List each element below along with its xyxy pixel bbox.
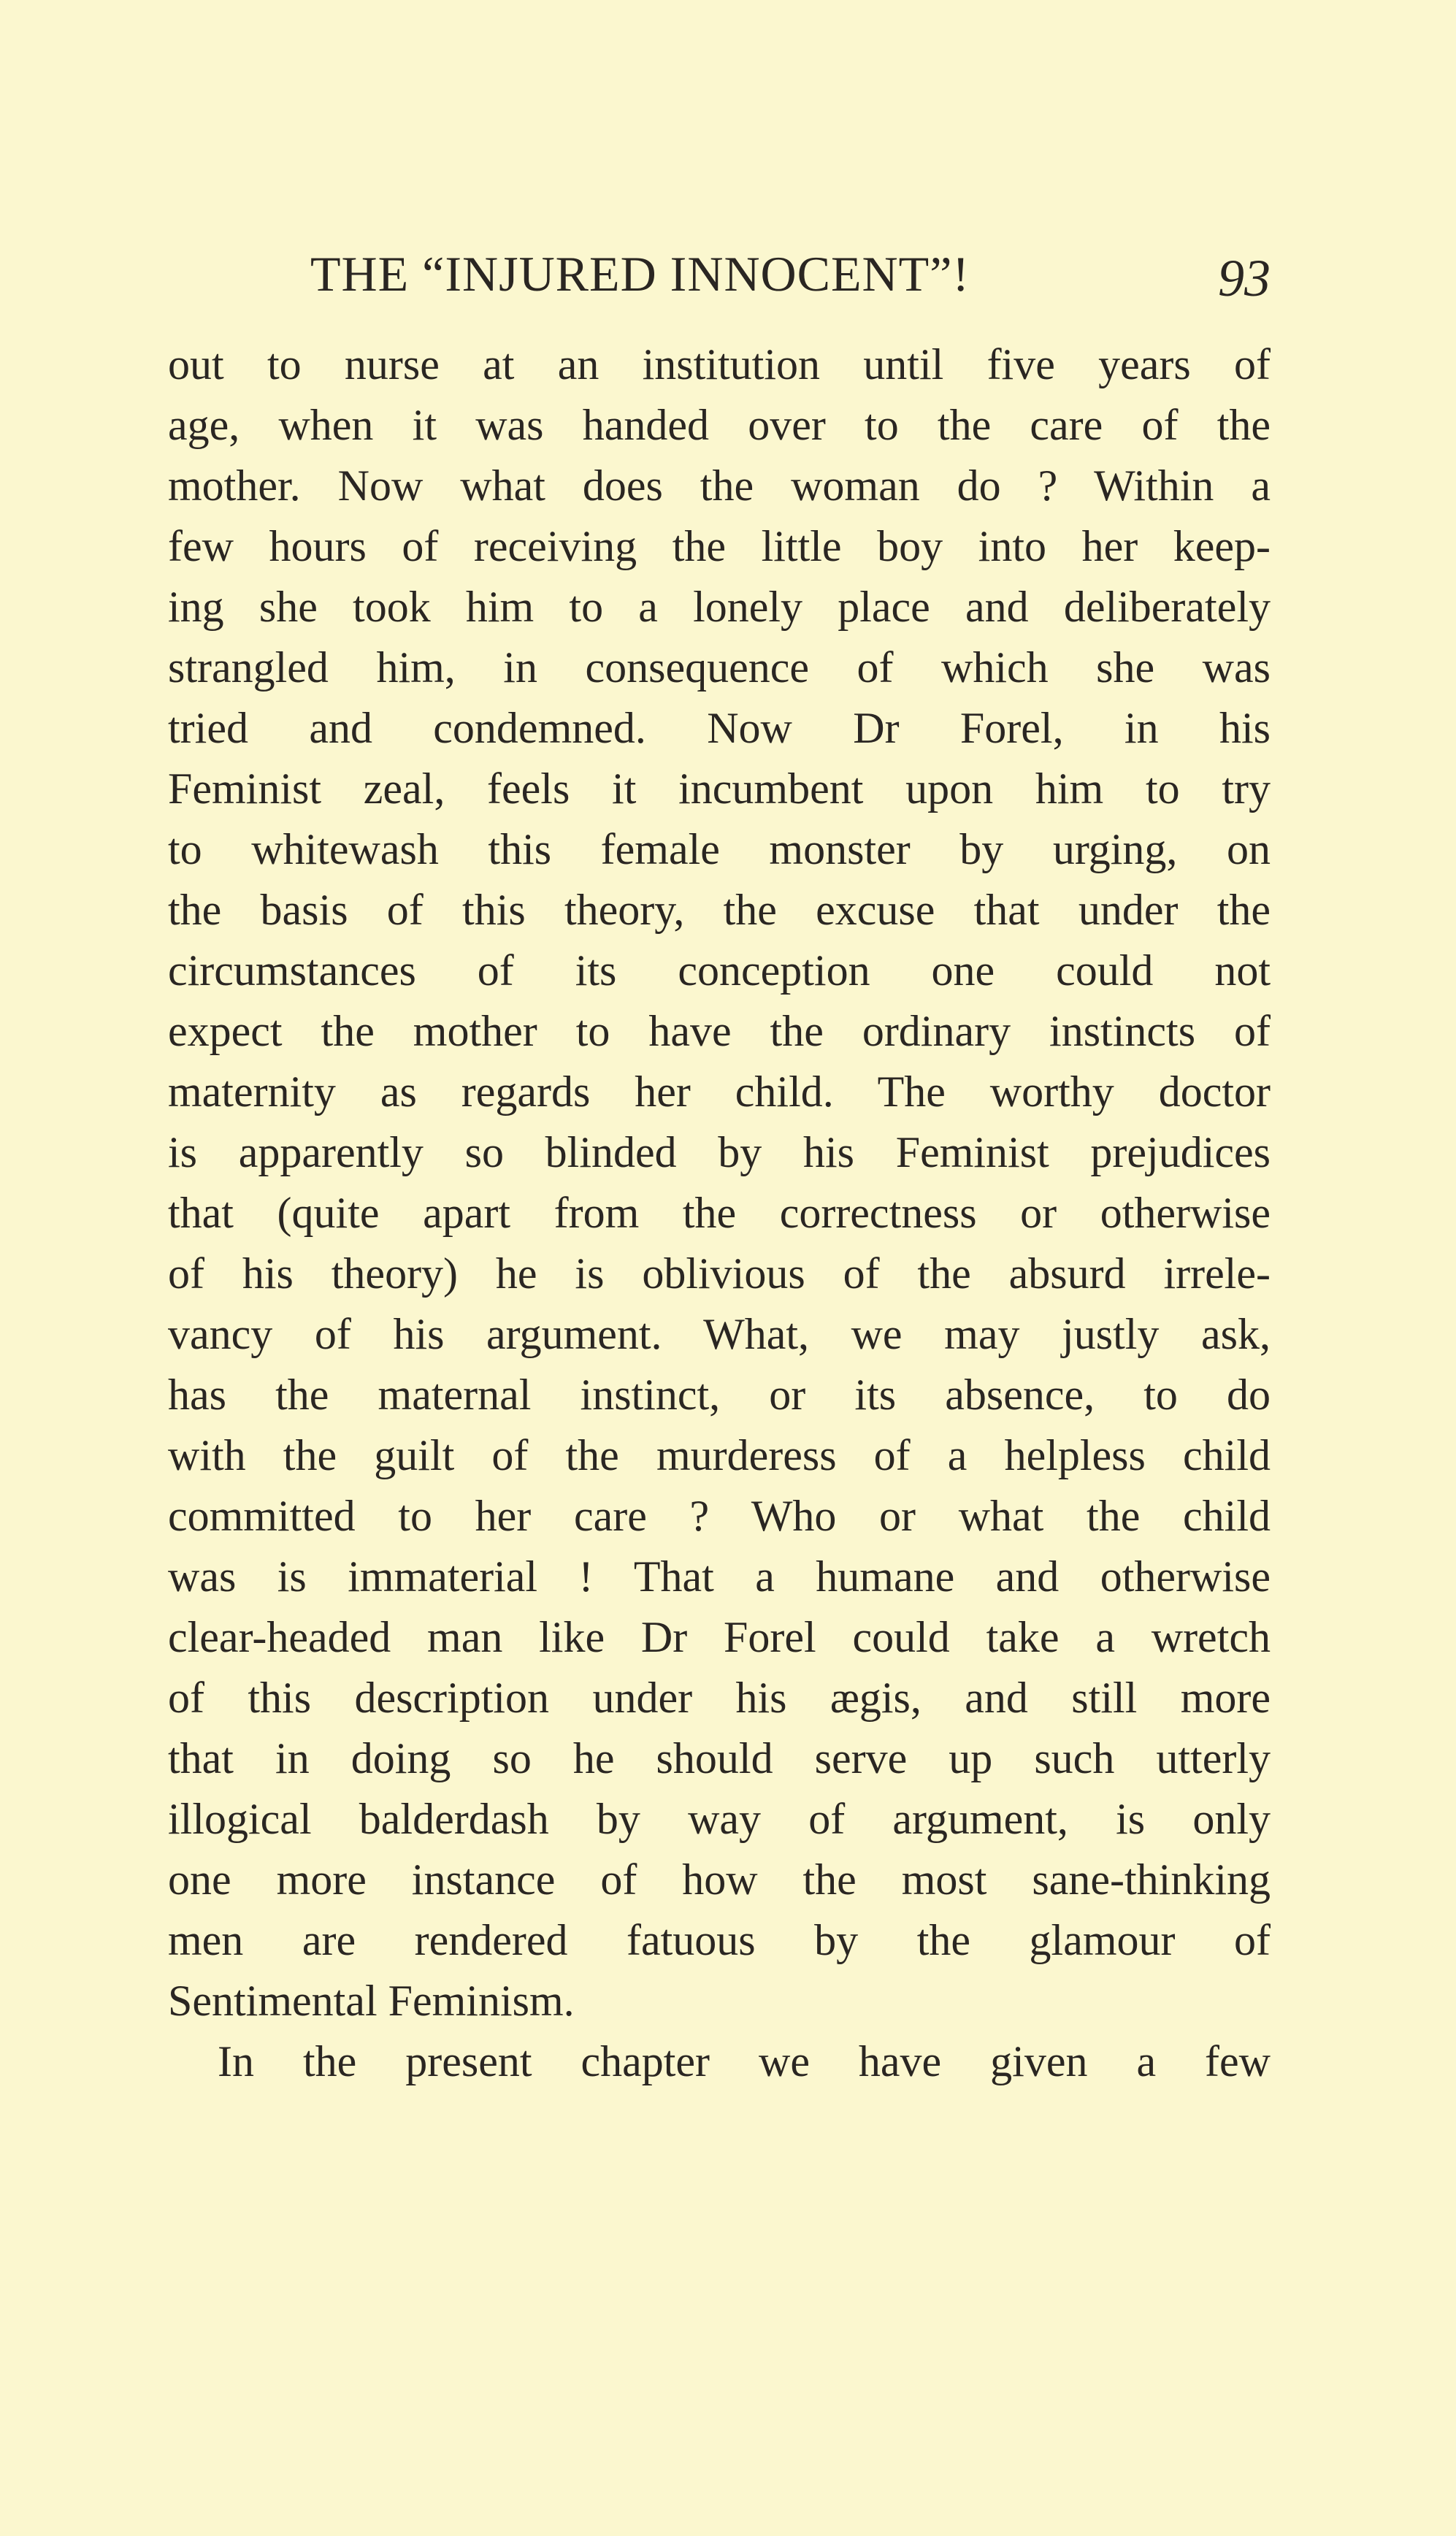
text-line: illogical balderdash by way of argument, is only (168, 1795, 1271, 1843)
text-line: of his theory) he is oblivious of the absurd irrele- (168, 1249, 1271, 1298)
text-line: mother. Now what does the woman do ? Within a (168, 461, 1271, 510)
text-line: that (quite apart from the correctness or otherwise (168, 1189, 1271, 1237)
text-line: one more instance of how the most sane-thinking (168, 1855, 1271, 1904)
text-line: is apparently so blinded by his Feminist prejudices (168, 1128, 1271, 1176)
text-line: of this description under his ægis, and still more (168, 1674, 1271, 1722)
text-line: has the maternal instinct, or its absence, to do (168, 1371, 1271, 1419)
body-text (168, 334, 1271, 2092)
text-line: ing she took him to a lonely place and deliberately (168, 583, 1271, 631)
text-line: In the present chapter we have given a few (218, 2037, 1271, 2085)
text-line: circumstances of its conception one could not (168, 946, 1271, 995)
text-line: Feminist zeal, feels it incumbent upon him to try (168, 765, 1271, 813)
text-line: tried and condemned. Now Dr Forel, in his (168, 704, 1271, 752)
text-line: Sentimental Feminism. (168, 1977, 575, 2025)
text-line: strangled him, in consequence of which she was (168, 643, 1271, 692)
text-line: vancy of his argument. What, we may justly ask, (168, 1310, 1271, 1358)
text-line: committed to her care ? Who or what the child (168, 1492, 1271, 1540)
text-line: few hours of receiving the little boy into her keep- (168, 522, 1271, 570)
text-line: men are rendered fatuous by the glamour of (168, 1916, 1271, 1964)
text-line: out to nurse at an institution until five years of (168, 340, 1271, 388)
page-number: 93 (1218, 249, 1271, 307)
text-line: that in doing so he should serve up such utterly (168, 1734, 1271, 1782)
text-line: with the guilt of the murderess of a helpless child (168, 1431, 1271, 1479)
text-line: clear-headed man like Dr Forel could take a wretch (168, 1613, 1271, 1661)
text-line: to whitewash this female monster by urging, on (168, 825, 1271, 873)
running-title: THE “INJURED INNOCENT”! (310, 246, 970, 302)
text-line: was is immaterial ! That a humane and otherwise (168, 1552, 1271, 1601)
text-line: age, when it was handed over to the care of the (168, 401, 1271, 449)
text-line: the basis of this theory, the excuse that under the (168, 886, 1271, 934)
text-line: maternity as regards her child. The worthy doctor (168, 1068, 1271, 1116)
running-head (168, 241, 1271, 307)
text-line: expect the mother to have the ordinary instincts of (168, 1007, 1271, 1055)
